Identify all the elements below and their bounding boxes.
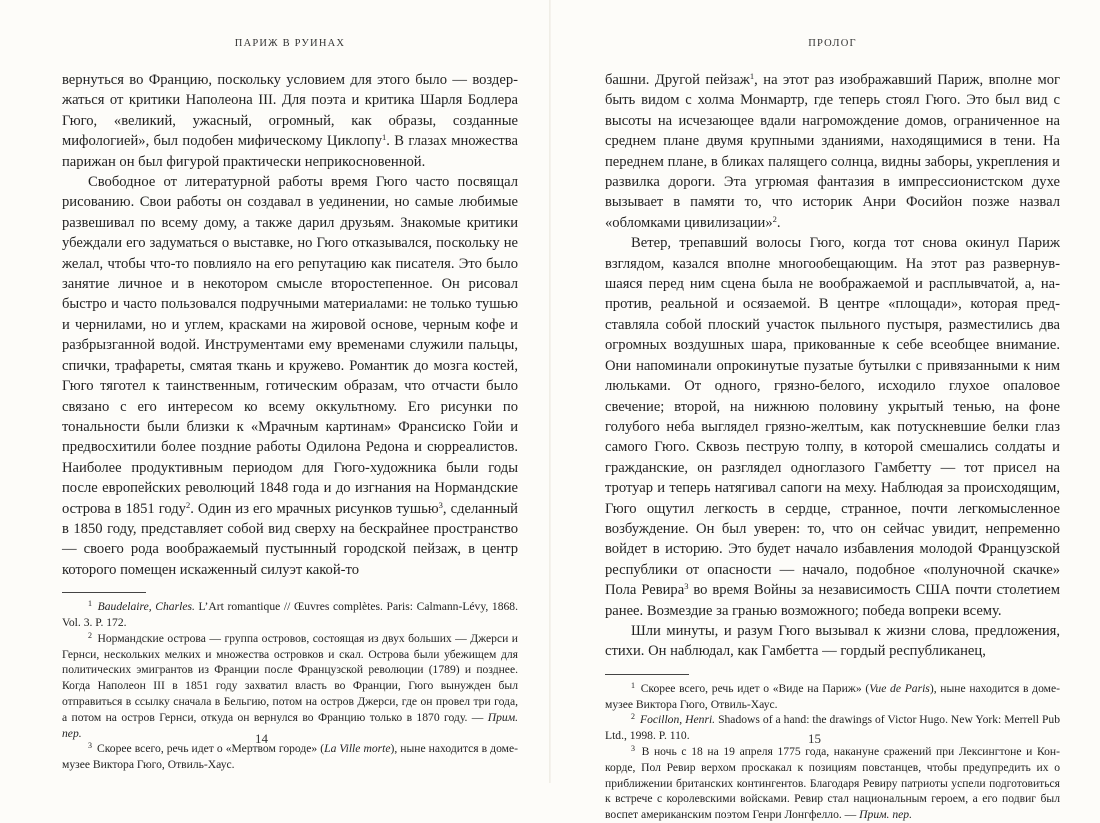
footnote: $^1$ Скорее всего, речь идет о «Виде на Париж» (Vue de Paris), ныне находится в доме-музее Виктора Гюго, Отвиль-Хаус.: [605, 680, 1060, 711]
footnote: $^2$ Нормандские острова — группа островов, состоящая из двух больших — Джерси и Гернси, нескольких мелких и множества островков и скал. Острова были убежищем для политических эмигрантов из Франции после Французской революции (1789) и позднее. Когда Наполеон III в 1851 году захватил власть во Франции, Гюго вынужден был отправиться в ссылку сначала в Бельгию, потом на остров Джерси, где он провел три года, а потом на остров Гернси, откуда он вернулся во Францию только в 1870 году. — Прим. пер.: [62, 630, 518, 740]
paragraph: Свободное от литературной работы время Гюго часто посвящал рисованию. Свои работы он создавал в уединении, но самые любимые развешивал по всему дому, а также дарил друзьям. Знакомые критики убеждали его задуматься о выставке, но Гюго отказывался, поскольку не желал, чтобы что-то повлияло на его репутацию как писателя. Это было занятие личное и в некотором смысле второстепенное. Он рисовал быстро и часто пользовался подручными материалами: не только тушью и чернилами, но и углем, красками на жировой основе, черным кофе и разбрызганной водой. Инструментами ему временами служили пальцы, спички, трафареты, смятая ткань и кружево. Романтик до мозга костей, Гюго тяготел к таинственным, готическим образам, что отчасти было связано с его интересом ко всему оккультному. Его рисунки по тональности были близки к «Мрачным картинам» Франсиско Гойи и предвосхитили более поздние работы Одилона Редона и сюрреалистов. Наиболее продуктивным периодом для Гюго-художника были годы после европейских революций 1848 года и до изгнания на Нормандские острова в 1851 году$^2$. Один из его мрачных рисунков тушью$^3$, сделанный в 1850 году, представляет собой вид сверху на бескрайнее пространство — своего рода воображаемый пустынный городской пейзаж, в центр которого помещен искаженный силуэт какой-то: [62, 174, 518, 578]
footnotes-right: [605, 681, 1060, 823]
running-head-right: ПРОЛОГ: [808, 38, 857, 49]
footnote: $^1$ Baudelaire, Charles. L’Art romantique // Œuvres complètes. Paris: Calmann-Lévy, 1868. Vol. 3. P. 172.: [62, 599, 519, 629]
right-page: [550, 0, 1100, 822]
paragraph: башни. Другой пейзаж$^1$, на этот раз изображавший Париж, вполне мог быть видом с холма Монмартр, где теперь стоял Гюго. Это был вид с высоты на исчезающее вдали нагромождение домов, ограниченное на среднем плане двумя крупными зданиями, находящимися в тени. На переднем плане, в бликах палящего солнца, видны заборы, укрепления и развилка дороги. Эта угрюмая фантазия в импрессионистском духе вызывает в памяти то, что историк Анри Фосийон позже назвал «обломками цивилизации»$^2$.: [605, 71, 1060, 231]
footnotes-left: [62, 599, 518, 773]
page-number-left: 14: [255, 731, 268, 746]
footnote-ref[interactable]: 3: [684, 581, 689, 592]
footnote: $^2$ Focillon, Henri. Shadows of a hand: the drawings of Victor Hugo. New York: Merrell Pub Ltd., 1998. P. 110.: [605, 712, 1061, 743]
paragraph: Шли минуты, и разум Гюго вызывал к жизни слова, предложения, стихи. Он наблюдал, как Гамбетта — гордый республиканец,: [605, 622, 1060, 660]
footnote-ref[interactable]: 2: [772, 213, 777, 224]
page-number-right: 15: [808, 731, 821, 746]
running-head-left: ПАРИЖ В РУИНАХ: [234, 38, 346, 49]
paragraph: вернуться во Францию, поскольку условием для этого было — воздержаться от критики Наполеона III. Для поэта и критика Шарля Бодлера Гюго, «великий, ужасный, огромный, как образы, созданные мифологией», был подобен мифическому Циклопу$^1$. В глазах множества парижан он был фигурой практически неприкосновенной.: [62, 72, 518, 170]
paragraph: Ветер, трепавший волосы Гюго, когда тот снова окинул Париж взглядом, казался вполне многообещающим. На этот раз развернувшаяся перед ним сцена была не воображаемой и расплывчатой, а, напротив, реальной и осязаемой. В центре «площади», которая представляла собой плоский участок пыльного пустыря, разместились два огромных воздушных шара, прикованные к себе всеобщее внимание. Они напоминали опрокинутые пузатые бутылки с привязанными к ним люльками. От одного, грязно-белого, исходило глухое опаловое свечение; второй, на нижнюю половину укрытый тенью, на фоне голубого неба выглядел грязно-желтым, как потускневшие белки глаз самого Гюго. Сквозь пеструю толпу, в которой смешались солдаты и гражданские, он разглядел одноглазого Гамбетту — тот присел на тротуар и теперь натягивал сапоги на меху. Наблюдая за происходящим, Гюго ощутил легкость в сердце, странное, почти легкомысленное возбуждение. Он был уверен: то, что он сейчас увидит, непременно войдет в историю. Это будет начало избавления молодой Французской республики от опасности — начало, подобное «полуночной скачке» Пола Ревира$^3$ во время Войны за независимость США почти столетием ранее. Возмездие за гранью возможного; победа вопреки всему.: [605, 235, 1060, 619]
footnote: $^3$ В ночь с 18 на 19 апреля 1775 года, накануне сражений при Лексингтоне и Конкорде, Пол Ревир верхом проскакал к позициям повстанцев, чтобы предупредить их о приближении британских контингентов. Благодаря Ревиру патриоты успели подготовиться к встрече с королевскими войсками. Ревир стал национальным героем, а его подвиг был воспет американским поэтом Генри Лонгфелло. — Прим. пер.: [605, 743, 1060, 822]
body-text-right: [605, 70, 1060, 662]
footnote-divider: [62, 592, 146, 593]
footnote-ref[interactable]: 2: [185, 499, 191, 510]
body-text-left: [62, 70, 518, 580]
footnote-divider: [605, 674, 689, 675]
footnote: $^3$ Скорее всего, речь идет о «Мертвом городе» (La Ville morte), ныне находится в доме-музее Виктора Гюго, Отвиль-Хаус.: [62, 741, 518, 772]
footnote-ref[interactable]: 3: [438, 499, 443, 510]
footnote-ref[interactable]: 1: [382, 132, 387, 143]
footnote-ref[interactable]: 1: [749, 71, 755, 81]
left-page: [0, 0, 550, 783]
